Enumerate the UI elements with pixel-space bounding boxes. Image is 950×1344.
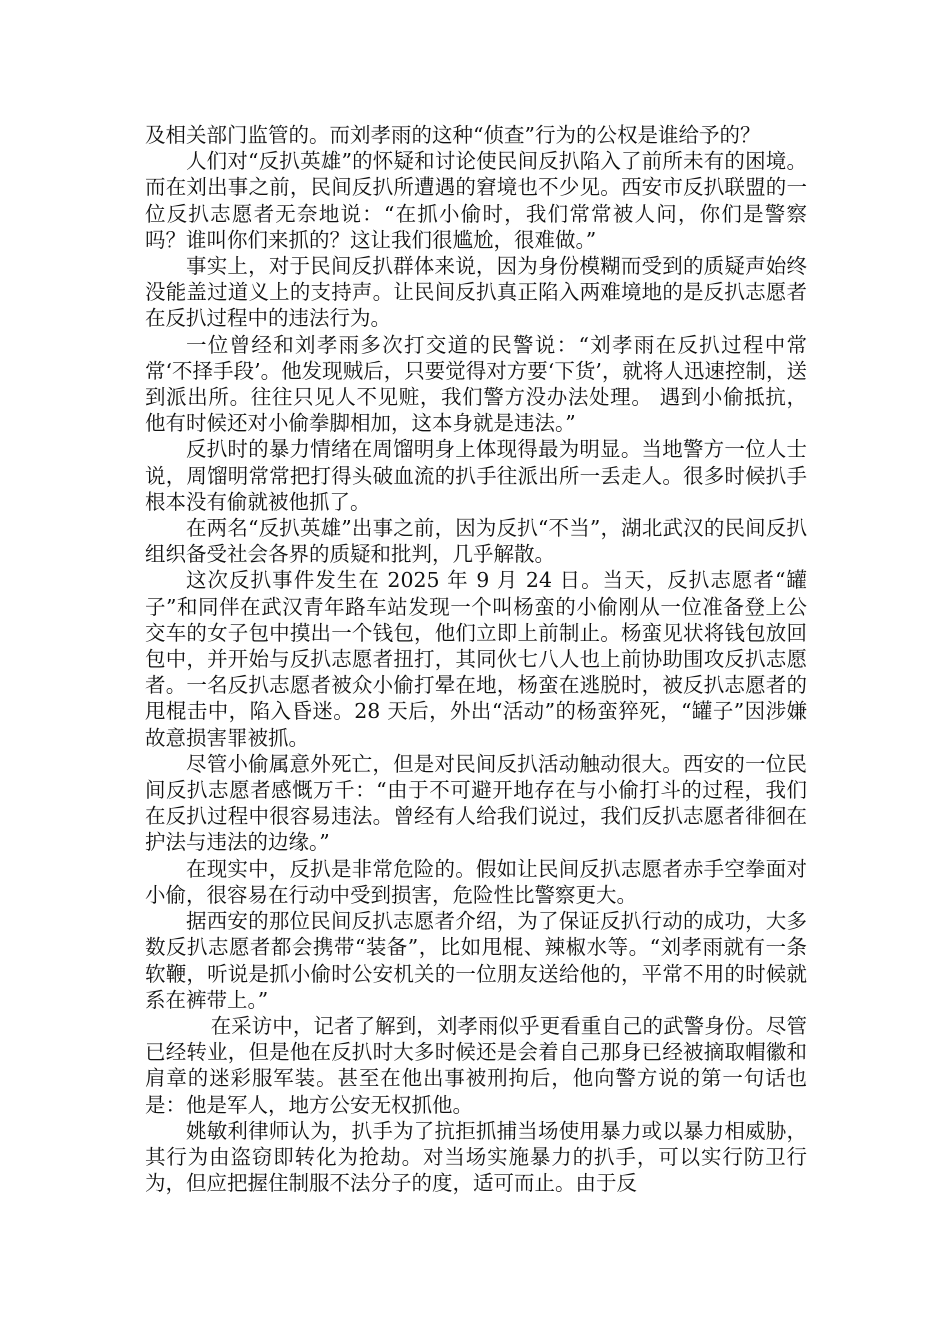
paragraph-12: 姚敏利律师认为，扒手为了抗拒抓捕当场使用暴力或以暴力相威胁，其行为由盗窃即转化为抢劫。对当场实施暴力的扒手，可以实行防卫行为，但应把握住制服不法分子的度，适可而止。由于反: [145, 1118, 807, 1196]
paragraph-1: 及相关部门监管的。而刘孝雨的这种“侦查”行为的公权是谁给予的？: [145, 123, 761, 147]
article-body: [145, 122, 807, 1196]
paragraph-2: 人们对“反扒英雄”的怀疑和讨论使民间反扒陷入了前所未有的困境。而在刘出事之前，民间反扒所遭遇的窘境也不少见。西安市反扒联盟的一位反扒志愿者无奈地说：“在抓小偷时，我们常常被人问，你们是警察吗？谁叫你们来抓的？这让我们很尴尬，很难做。”: [145, 149, 807, 252]
paragraph-5: 反扒时的暴力情绪在周馏明身上体现得最为明显。当地警方一位人士说，周馏明常常把打得头破血流的扒手往派出所一丢走人。很多时候扒手根本没有偷就被他抓了。: [145, 437, 807, 514]
paragraph-6: 在两名“反扒英雄”出事之前，因为反扒“不当”，湖北武汉的民间反扒组织备受社会各界的质疑和批判，几乎解散。: [145, 516, 807, 567]
paragraph-11: 在采访中，记者了解到，刘孝雨似乎更看重自己的武警身份。尽管已经转业，但是他在反扒时大多时候还是会着自己那身已经被摘取帽徽和肩章的迷彩服军装。甚至在他出事被刑拘后，他向警方说的第一句话也是：他是军人，地方公安无权抓他。: [145, 1013, 807, 1117]
paragraph-3: 事实上，对于民间反扒群体来说，因为身份模糊而受到的质疑声始终没能盖过道义上的支持声。让民间反扒真正陷入两难境地的是反扒志愿者在反扒过程中的违法行为。: [145, 254, 807, 331]
paragraph-8: 尽管小偷属意外死亡，但是对民间反扒活动触动很大。西安的一位民间反扒志愿者感慨万千：“由于不可避开地存在与小偷打斗的过程，我们在反扒过程中很容易违法。曾经有人给我们说过，我们反扒志愿者徘徊在护法与违法的边缘。”: [145, 751, 807, 855]
paragraph-4: 一位曾经和刘孝雨多次打交道的民警说：“刘孝雨在反扒过程中常常‘不择手段’。他发现贼后，只要觉得对方要‘下货’，就将人迅速控制，送到派出所。往往只见人不见赃，我们警方没办法处理。 遇到小偷抵抗，他有时候还对小偷拳脚相加，这本身就是违法。”: [145, 332, 807, 436]
paragraph-9: 在现实中，反扒是非常危险的。假如让民间反扒志愿者赤手空拳面对小偷，很容易在行动中受到损害，危险性比警察更大。: [145, 856, 807, 907]
paragraph-10: 据西安的那位民间反扒志愿者介绍，为了保证反扒行动的成功，大多数反扒志愿者都会携带“装备”，比如甩棍、辣椒水等。“刘孝雨就有一条软鞭，听说是抓小偷时公安机关的一位朋友送给他的，平常不用的时候就系在裤带上。”: [145, 909, 807, 1012]
paragraph-7: 这次反扒事件发生在 2025 年 9 月 24 日。当天，反扒志愿者“罐子”和同伴在武汉青年路车站发现一个叫杨蛮的小偷刚从一位准备登上公交车的女子包中摸出一个钱包，他们立即上前制止。杨蛮见状将钱包放回包中，并开始与反扒志愿者扭打，其同伙七八人也上前协助围攻反扒志愿者。一名反扒志愿者被众小偷打晕在地，杨蛮在逃脱时，被反扒志愿者的甩棍击中，陷入昏迷。28 天后，外出“活动”的杨蛮猝死，“罐子”因涉嫌故意损害罪被抓。: [145, 568, 807, 750]
